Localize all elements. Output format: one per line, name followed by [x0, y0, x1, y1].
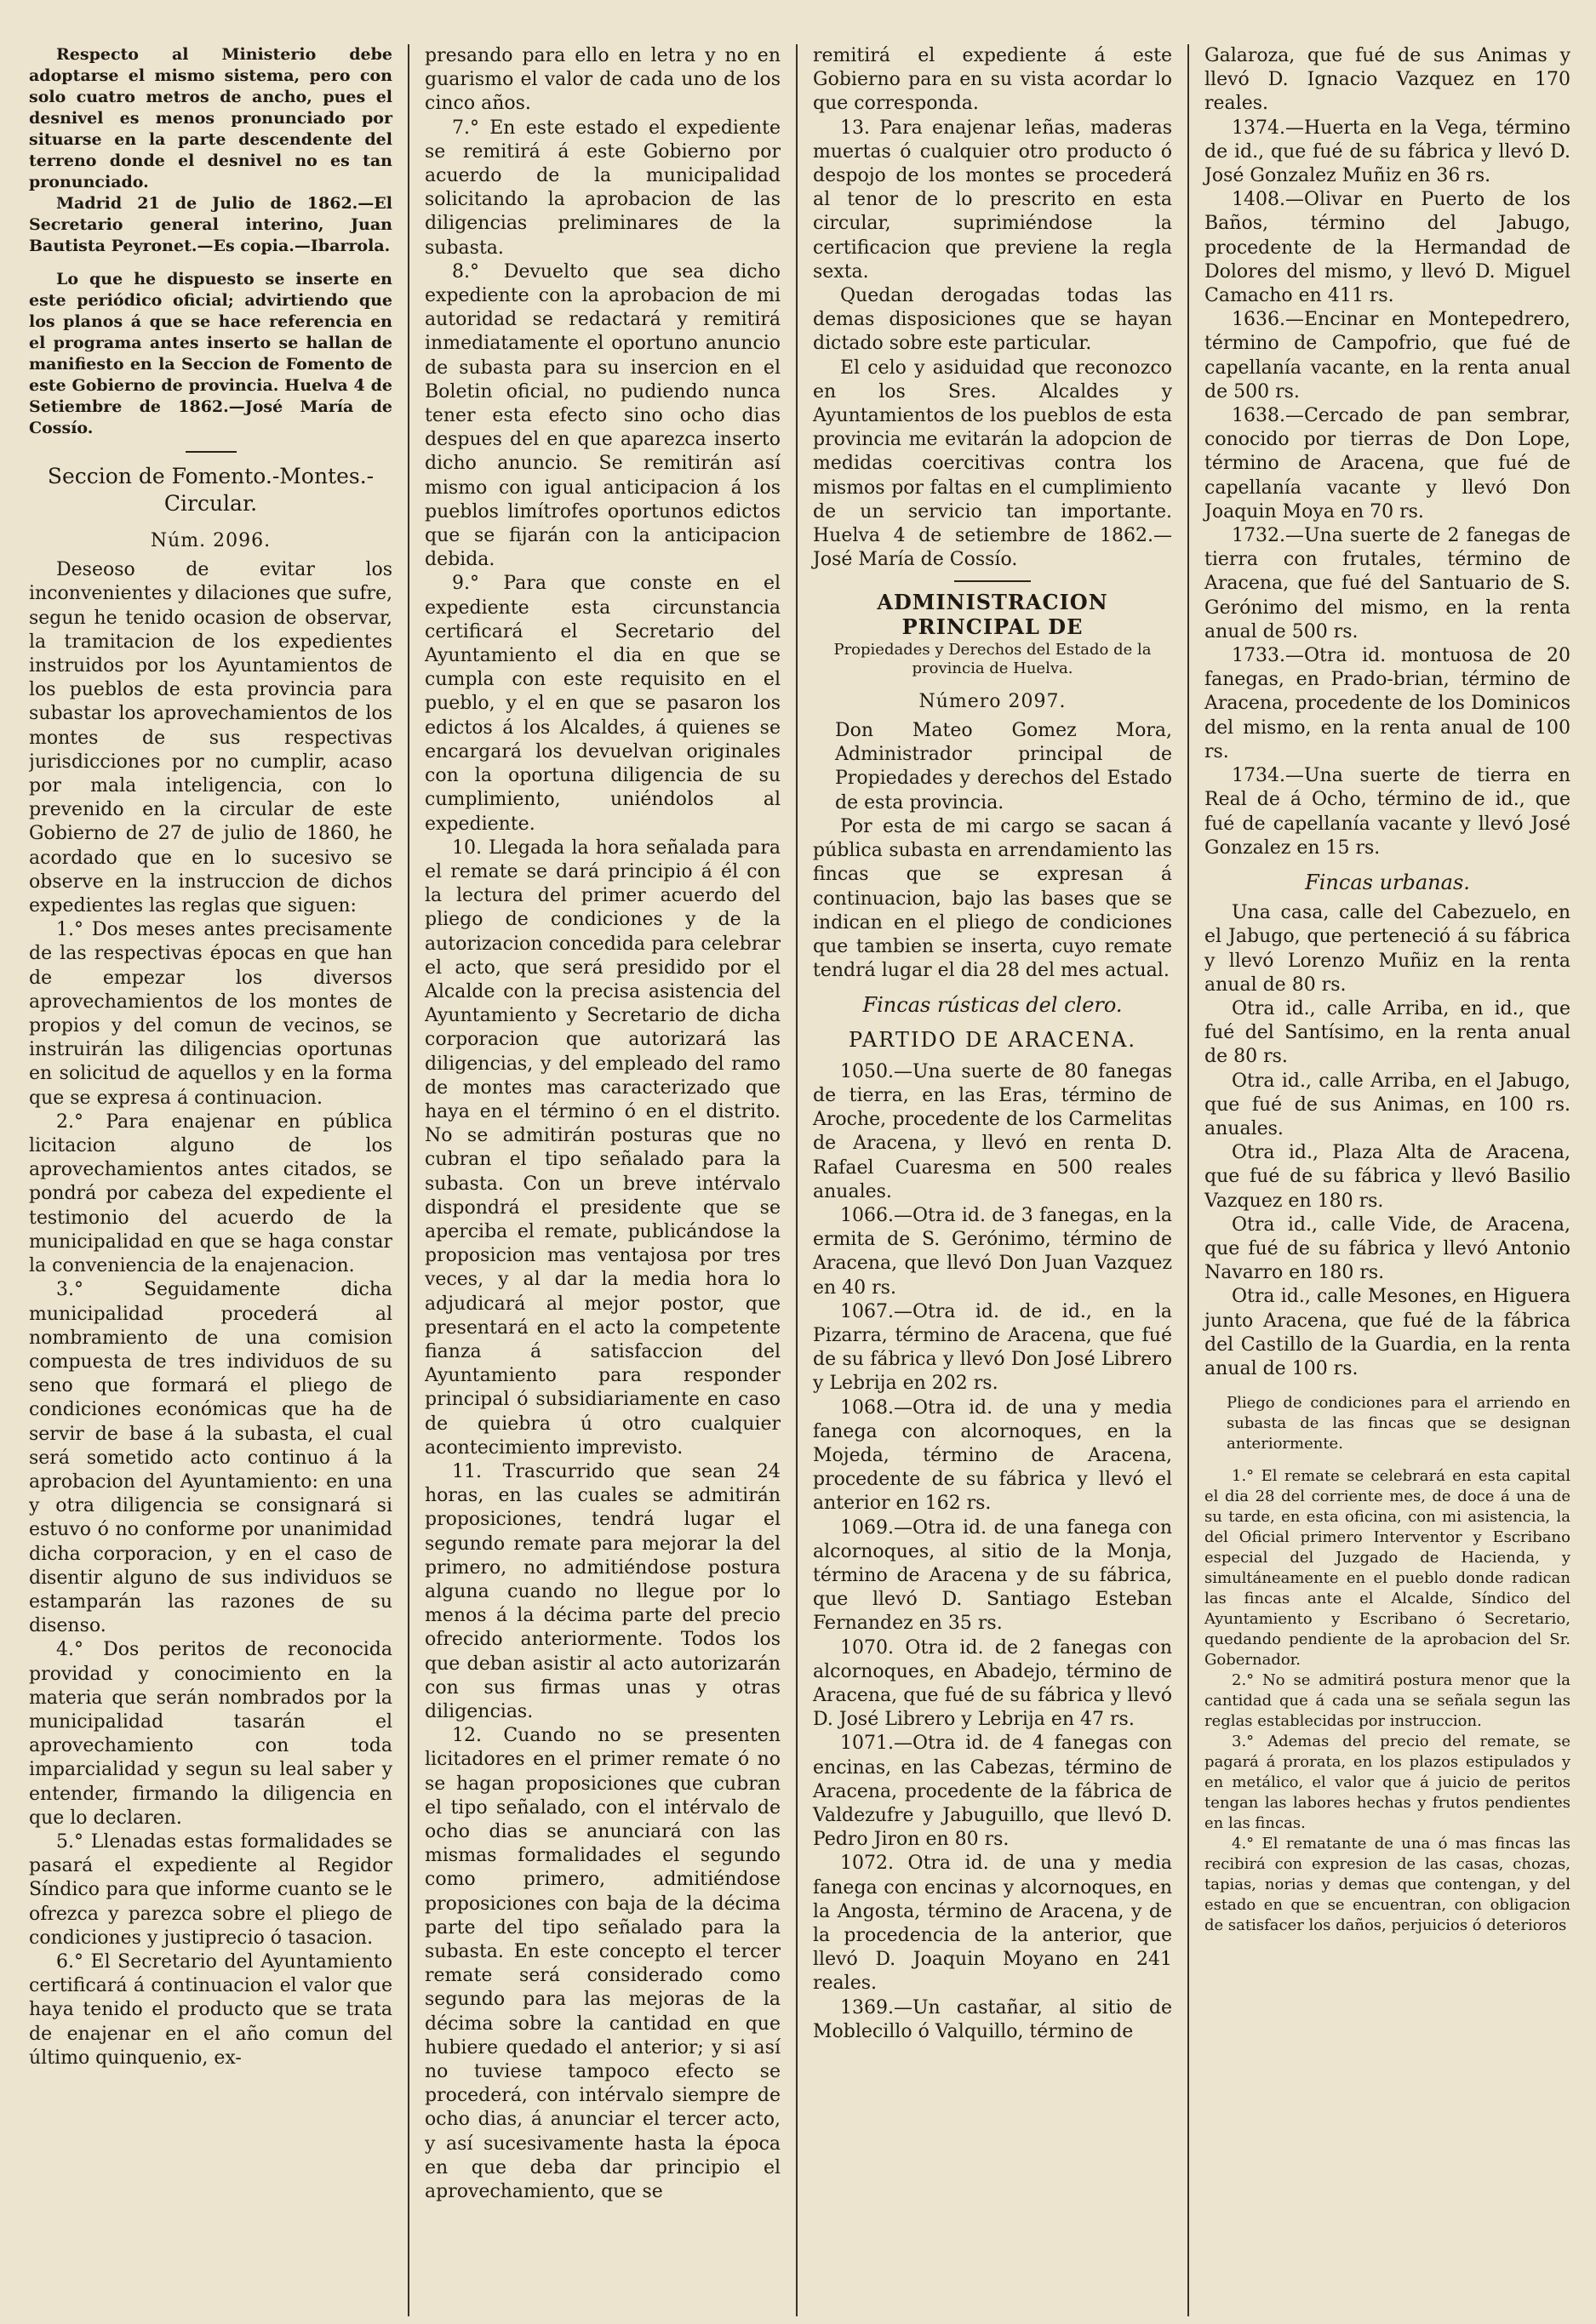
derogation-paragraph: Quedan derogadas todas las demas disposiciones que se hayan dictado sobre este particular.	[813, 285, 1172, 355]
rule-10: 10. Llegada la hora señalada para el remate se dará principio á él con la lectura del primer acuerdo del pliego de condiciones y de la autorizacion concedida para celebrar el acto, que será presidido por el Alcalde con la precisa asistencia del Ayuntamiento y Secretario de dicha corporacion que autorizará las diligencias, y del empleado del ramo de montes mas caracterizado que haya en el término ó en el distrito. No se admitirán posturas que no cubran el tipo señalado para la subasta. Con un breve intérvalo dispondrá el presidente que se aperciba el remate, publicándose la proposicion mas ventajosa por tres veces, y al dar la media hora lo adjudicará al mejor postor, que presentará en el acto la competente fianza á satisfaccion del Ayuntamiento para responder principal ó subsidiariamente en caso de quiebra ú otro cualquier acontecimiento imprevisto.	[425, 837, 781, 1459]
rule-9: 9.° Para que conste en el expediente esta circunstancia certificará el Secretario del Ayuntamiento el dia en que se cumpla con este requisito en el pueblo, y el en que se pasaron los edictos á los Alcaldes, á quienes se encargará los devuelvan originales con la oportuna diligencia de su cumplimiento, uniéndolos al expediente.	[425, 573, 781, 835]
rule-7: 7.° En este estado el expediente se remitirá á este Gobierno por acuerdo de la municipalidad solicitando la aprobacion de las diligencias preliminares de la subasta.	[425, 117, 781, 259]
urban-2: Otra id., calle Arriba, en id., que fué del Santísimo, en la renta anual de 80 rs.	[1204, 997, 1570, 1068]
paragraph-intro: Deseoso de evitar los inconvenientes y dilaciones que sufre, segun he tenido ocasion de observar, la tramitacion de los expedientes instruidos por los Ayuntamientos de los pueblos de esta provincia para subastar los aprovechamientos de los montes de sus respectivas jurisdicciones por no cumplir, acaso por mala inteligencia, con lo prevenido en la circular de este Gobierno de 27 de julio de 1860, he acordado que en lo sucesivo se observe en la instruccion de dichos expedientes las reglas que siguen:	[29, 559, 392, 917]
finca-1069: 1069.—Otra id. de una fanega con alcornoques, al sitio de la Monja, término de Aracena y de su fábrica, que llevó D. Santiago Esteban Fernandez en 35 rs.	[813, 1516, 1172, 1635]
finca-1068: 1068.—Otra id. de una y media fanega con alcornoques, en la Mojeda, término de Aracena, procedente de su fábrica y llevó el anterior en 162 rs.	[813, 1396, 1172, 1515]
admin-subtitle: Propiedades y Derechos del Estado de la provincia de Huelva.	[833, 640, 1152, 677]
signature-line: Madrid 21 de Julio de 1862.—El Secretario general interino, Juan Bautista Peyronet.—Es copia.—Ibarrola.	[29, 194, 392, 255]
divider	[186, 451, 237, 453]
pliego-title: Pliego de condiciones para el arriendo en subasta de las fincas que se designan anteriormente.	[1227, 1394, 1570, 1453]
divider	[954, 580, 1031, 582]
rule-13: 13. Para enajenar leñas, maderas muertas ó cualquier otro producto ó despojo de los montes se procederá al tenor de lo prescrito en esta circular, suprimiéndose la certificacion que previene la regla sexta.	[813, 117, 1172, 283]
finca-1071: 1071.—Otra id. de 4 fanegas con encinas, en las Cabezas, término de Aracena, procedente de la fábrica de Valdezufre y Jabuguillo, que llevó D. Pedro Jiron en 80 rs.	[813, 1733, 1172, 1851]
finca-1733: 1733.—Otra id. montuosa de 20 fanegas, en Prado-brian, término de Aracena, procedente de los Dominicos del mismo, en la renta anual de 100 rs.	[1204, 645, 1570, 762]
finca-1732: 1732.—Una suerte de 2 fanegas de tierra con frutales, término de Aracena, que fué del Santuario de S. Gerónimo del mismo, en la renta anual de 500 rs.	[1204, 525, 1570, 642]
column-2	[408, 44, 796, 2316]
urban-6: Otra id., calle Mesones, en Higuera junto Aracena, que fué de la fábrica del Castillo de la Guardia, en la renta anual de 100 rs.	[1204, 1286, 1570, 1379]
section-title: Seccion de Fomento.-Montes.-Circular.	[47, 464, 375, 516]
urban-1: Una casa, calle del Cabezuelo, en el Jabugo, que perteneció á su fábrica y llevó Lorenzo Muñiz en la renta anual de 80 rs.	[1204, 902, 1570, 996]
admin-announcer: Don Mateo Gomez Mora, Administrador principal de Propiedades y derechos del Estado de esta provincia.	[835, 720, 1172, 814]
rule-3: 3.° Seguidamente dicha municipalidad procederá al nombramiento de una comision compuesta de tres individuos de su seno que formará el pliego de condiciones económicas que ha de servir de base á la subasta, el cual será sometido acto continuo á la aprobacion del Ayuntamiento: en una y otra diligencia se consignará si estuvo ó no conforme por unanimidad dicha corporacion, y en el caso de disentir alguno de sus individuos se estamparán las razones de su disenso.	[29, 1279, 392, 1637]
condition-3: 3.° Ademas del precio del remate, se pagará á prorata, en los plazos estipulados y en metálico, el valor que á juicio de peritos tengan las labores hechas y frutos pendientes en las fincas.	[1204, 1733, 1570, 1833]
admin-title: ADMINISTRACION PRINCIPAL DE	[877, 590, 1108, 639]
notice-paragraph: Lo que he dispuesto se inserte en este periódico oficial; advirtiendo que los planos á que se hace referencia en el programa antes inserto se hallan de manifiesto en la Seccion de Fomento de este Gobierno de provincia. Huelva 4 de Setiembre de 1862.—José María de Cossío.	[29, 270, 392, 437]
column-3	[796, 44, 1187, 2316]
urban-5: Otra id., calle Vide, de Aracena, que fué de su fábrica y llevó Antonio Navarro en 180 rs.	[1204, 1213, 1570, 1284]
finca-1369-continued: Galaroza, que fué de sus Animas y llevó D. Ignacio Vazquez en 170 reales.	[1204, 45, 1570, 115]
admin-announcement: Por esta de mi cargo se sacan á pública subasta en arrendamiento las fincas que se expresan á continuacion, bajo las bases que se indican en el pliego de condiciones que tambien se inserta, cuyo remate tendrá lugar el dia 28 del mes actual.	[813, 815, 1172, 982]
rule-8: 8.° Devuelto que sea dicho expediente con la aprobacion de mi autoridad se redactará y remitirá inmediatamente el oportuno anuncio de subasta para su insercion en el Boletin oficial, no pudiendo nunca tener esta efecto sino ocho dias despues del en que aparezca inserto dicho anuncio. Se remitirán así mismo con igual anticipacion á los pueblos limítrofes oportunos edictos que se fijarán con la anticipacion debida.	[425, 260, 781, 571]
finca-1072: 1072. Otra id. de una y media fanega con encinas y alcornoques, en la Angosta, término de Aracena, y de la procedencia de la anterior, que llevó D. Joaquin Moyano en 241 reales.	[813, 1853, 1172, 1995]
article-number: Número 2097.	[918, 690, 1067, 712]
urban-4: Otra id., Plaza Alta de Aracena, que fué de su fábrica y llevó Basilio Vazquez en 180 rs.	[1204, 1142, 1570, 1212]
finca-1067: 1067.—Otra id. de id., en la Pizarra, término de Aracena, que fué de su fábrica y llevó Don José Librero y Lebrija en 202 rs.	[813, 1300, 1172, 1395]
rule-4: 4.° Dos peritos de reconocida providad y conocimiento en la materia que serán nombrados por la municipalidad tasarán el aprovechamiento con toda imparcialidad y segun su leal saber y entender, firmando la diligencia en que lo declaren.	[29, 1639, 392, 1829]
column-1	[29, 44, 408, 2316]
rule-6-continued: presando para ello en letra y no en guarismo el valor de cada uno de los cinco años.	[425, 45, 781, 115]
finca-1408: 1408.—Olivar en Puerto de los Baños, término del Jabugo, procedente de la Hermandad de Dolores del mismo, y llevó D. Miguel Camacho en 411 rs.	[1204, 189, 1570, 307]
rule-12-continued: remitirá el expediente á este Gobierno para en su vista acordar lo que corresponda.	[813, 45, 1172, 115]
subheading-partido: PARTIDO DE ARACENA.	[849, 1027, 1136, 1052]
finca-1734: 1734.—Una suerte de tierra en Real de á Ocho, término de id., que fué de capellanía vacante y llevó José Gonzalez en 15 rs.	[1204, 765, 1570, 859]
finca-1066: 1066.—Otra id. de 3 fanegas, en la ermita de S. Gerónimo, término de Aracena, que llevó Don Juan Vazquez en 40 rs.	[813, 1204, 1172, 1299]
article-number: Núm. 2096.	[150, 530, 272, 551]
column-4	[1187, 44, 1570, 2316]
rule-12: 12. Cuando no se presenten licitadores en el primer remate ó no se hagan proposiciones que cubran el tipo señalado, con el intérvalo de ocho dias se anunciará con las mismas formalidades el segundo como primero, admitiéndose proposiciones con baja de la décima parte del tipo señalado para la subasta. En este concepto el tercer remate será considerado como segundo para las mejoras de la décima sobre la cantidad en que hubiere quedado el anterior; y si así no tuviese tampoco efecto se procederá, con intérvalo siempre de ocho dias, á anunciar el tercer acto, y así sucesivamente hasta la época en que deba dar principio el aprovechamiento, que se	[425, 1725, 781, 2203]
finca-1636: 1636.—Encinar en Montepedrero, término de Campofrio, que fué de capellanía vacante, en la renta anual de 500 rs.	[1204, 309, 1570, 403]
rule-6: 6.° El Secretario del Ayuntamiento certificará á continuacion el valor que haya tenido el producto que se trata de enajenar en el año comun del último quinquenio, ex-	[29, 1950, 392, 2069]
condition-1: 1.° El remate se celebrará en esta capital el dia 28 del corriente mes, de doce á una de su tarde, en esta oficina, con mi asistencia, la del Oficial primero Interventor y Escribano especial del Juzgado de Hacienda, y simultáneamente en el pueblo donde radican las fincas ante el Alcalde, Síndico del Ayuntamiento y Escribano ó Secretario, quedando pendiente de la aprobacion del Sr. Gobernador.	[1204, 1467, 1570, 1670]
finca-1374: 1374.—Huerta en la Vega, término de id., que fué de su fábrica y llevó D. José Gonzalez Muñiz en 36 rs.	[1204, 117, 1570, 187]
subheading-rusticas: Fincas rústicas del clero.	[862, 993, 1123, 1018]
subheading-urbanas: Fincas urbanas.	[1305, 870, 1470, 894]
finca-1050: 1050.—Una suerte de 80 fanegas de tierra, en las Eras, término de Aroche, procedente de los Carmelitas de Aracena, y llevó en renta D. Rafael Cuaresma en 500 reales anuales.	[813, 1060, 1172, 1202]
finca-1369: 1369.—Un castañar, al sitio de Moblecillo ó Valquillo, término de	[813, 1996, 1172, 2042]
urban-3: Otra id., calle Arriba, en el Jabugo, que fué de sus Animas, en 100 rs. anuales.	[1204, 1070, 1570, 1139]
condition-4: 4.° El rematante de una ó mas fincas las recibirá con expresion de las casas, chozas, tapias, norias y demas que contengan, y del estado en que se encuentran, con obligacion de satisfacer los daños, perjuicios ó deterioros	[1204, 1835, 1570, 1935]
condition-2: 2.° No se admitirá postura menor que la cantidad que á cada una se señala segun las reglas establecidas por instruccion.	[1204, 1671, 1570, 1731]
rule-11: 11. Trascurrido que sean 24 horas, en las cuales se admitirán proposiciones, tendrá lugar el segundo remate para mejorar la del primero, no admitiéndose postura alguna cuando no llegue por lo menos á la décima parte del precio ofrecido anteriormente. Todos los que deban asistir al acto autorizarán con sus firmas unas y otras diligencias.	[425, 1460, 781, 1723]
rule-2: 2.° Para enajenar en pública licitacion alguno de los aprovechamientos antes citados, se pondrá por cabeza del expediente el testimonio del acuerdo de la municipalidad en que se haga constar la conveniencia de la enajenacion.	[29, 1111, 392, 1277]
intro-paragraph: Respecto al Ministerio debe adoptarse el mismo sistema, pero con solo cuatro metros de ancho, pues el desnivel es menos pronunciado por situarse en la parte descendente del terreno donde el desnivel no es tan pronunciado.	[29, 45, 392, 191]
finca-1070: 1070. Otra id. de 2 fanegas con alcornoques, en Abadejo, término de Aracena, que fué de su fábrica y llevó D. José Librero y Lebrija en 47 rs.	[813, 1636, 1172, 1731]
rule-1: 1.° Dos meses antes precisamente de las respectivas épocas en que han de empezar los diversos aprovechamientos de los montes de propios y del comun de vecinos, se instruirán las diligencias oportunas en solicitud de aquellos y en la forma que se expresa á continuacion.	[29, 919, 392, 1109]
closing-paragraph: El celo y asiduidad que reconozco en los Sres. Alcaldes y Ayuntamientos de los pueblos de esta provincia me evitarán la adopcion de medidas coercitivas contra los mismos por faltas en el cumplimiento de un servicio tan importante. Huelva 4 de setiembre de 1862.—José María de Cossío.	[813, 357, 1172, 571]
finca-1638: 1638.—Cercado de pan sembrar, conocido por tierras de Don Lope, término de Aracena, que fué de capellanía vacante y llevó Don Joaquin Moya en 70 rs.	[1204, 405, 1570, 522]
rule-5: 5.° Llenadas estas formalidades se pasará el expediente al Regidor Síndico para que informe cuanto se le ofrezca y parezca sobre el pliego de condiciones y justiprecio ó tasacion.	[29, 1830, 392, 1949]
